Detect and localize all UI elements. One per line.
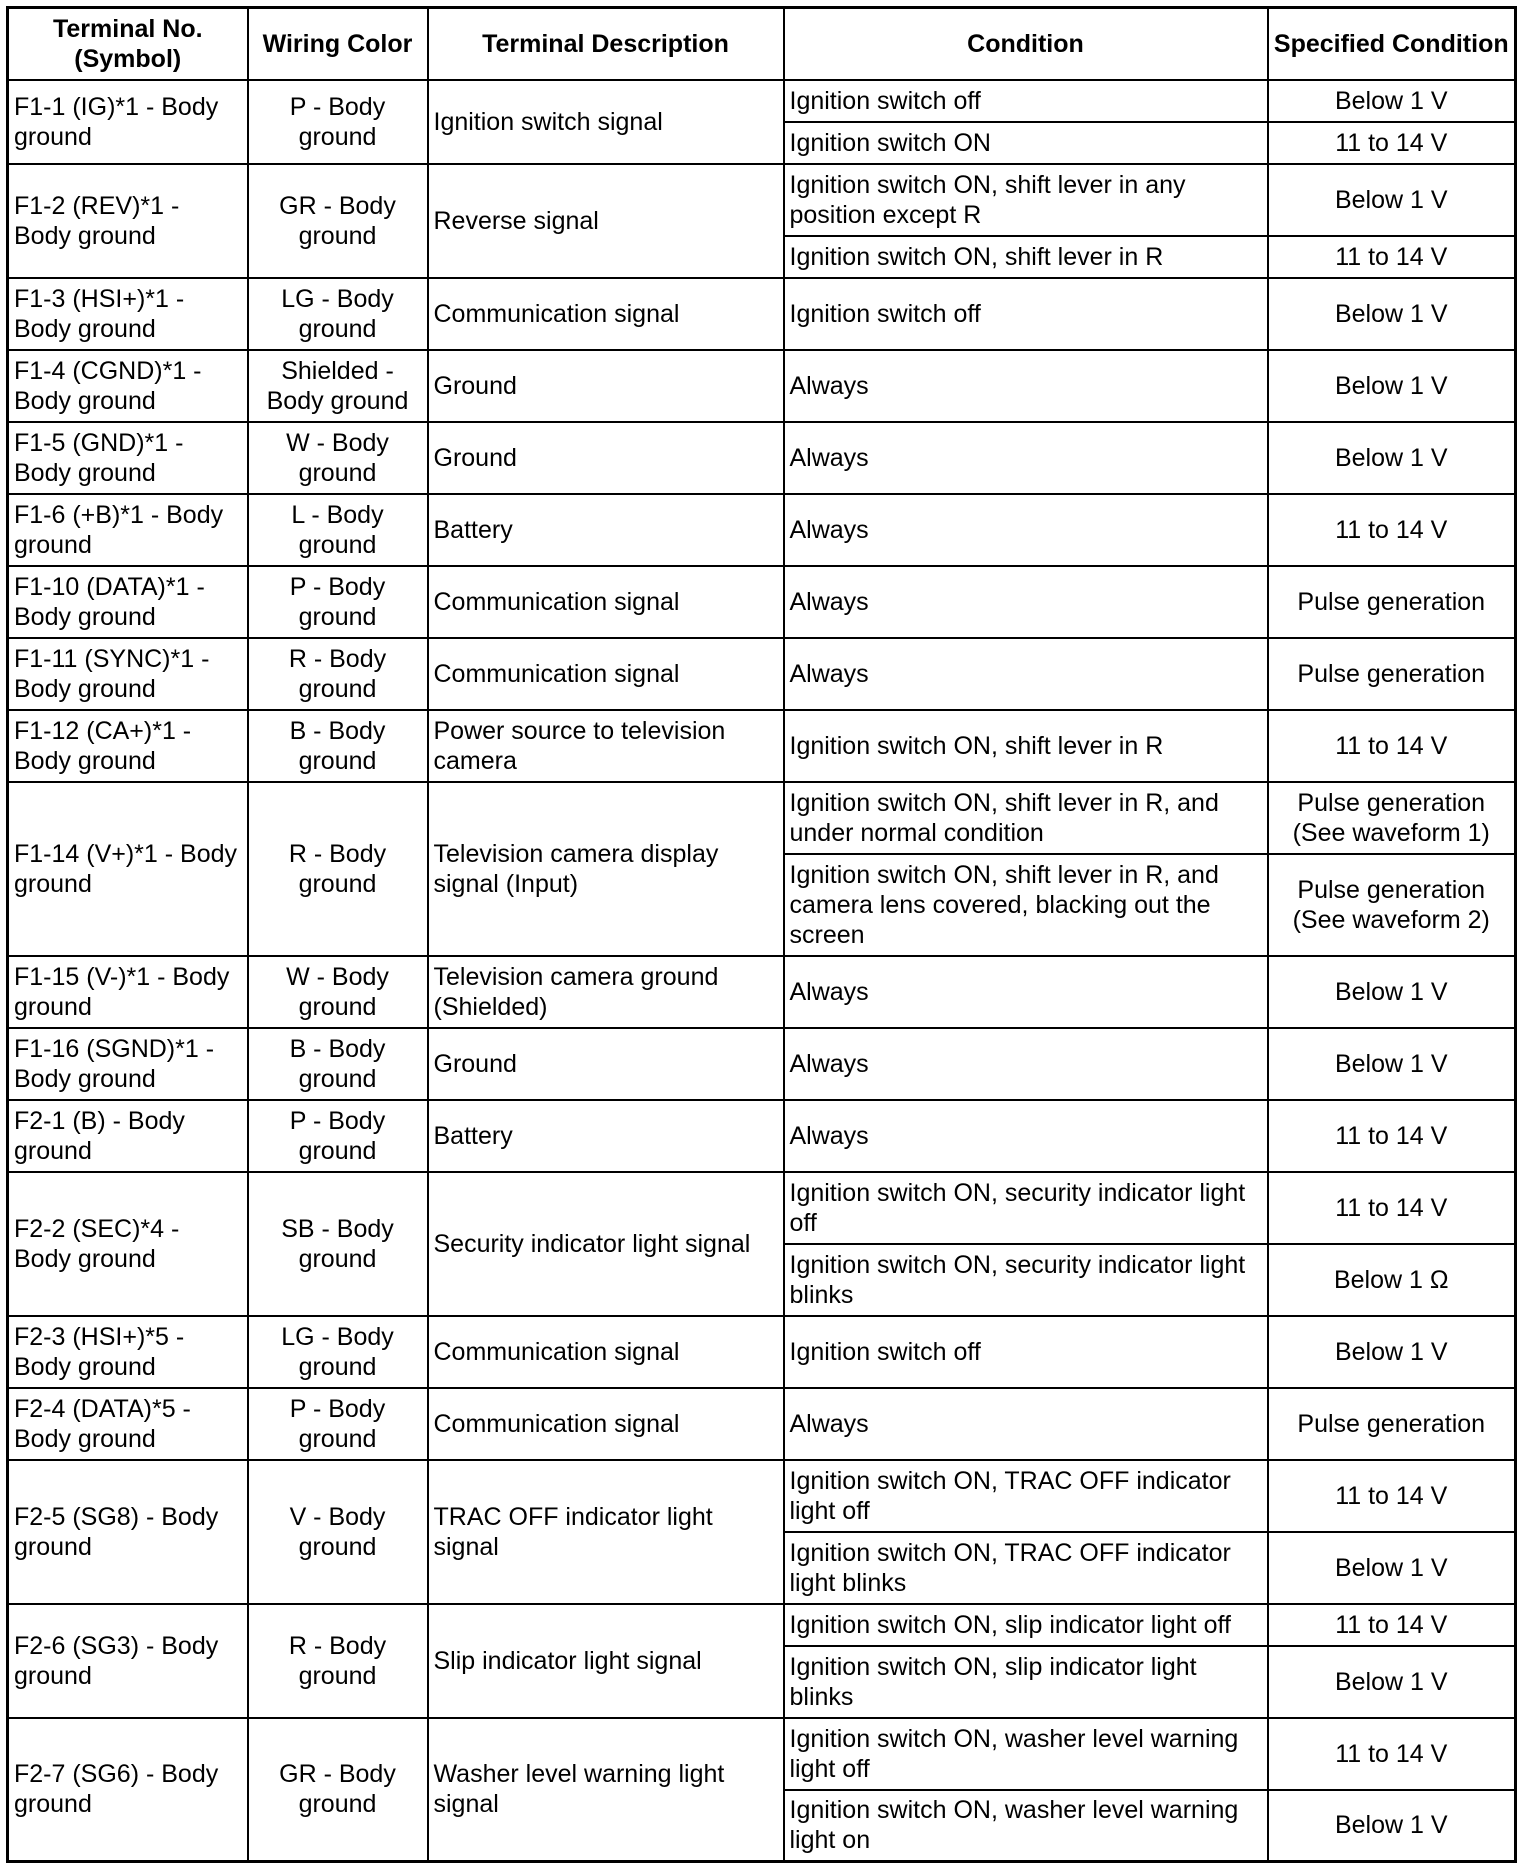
table-row	[8, 1316, 1516, 1388]
condition-cell: Always	[784, 638, 1268, 710]
condition-cell: Always	[784, 350, 1268, 422]
condition-cell: Ignition switch ON, shift lever in R	[784, 710, 1268, 782]
table-row	[8, 278, 1516, 350]
condition-cell: Ignition switch ON, washer level warning light off	[784, 1718, 1268, 1790]
description-cell: Battery	[428, 1100, 784, 1172]
wiring-cell: V - Body ground	[248, 1460, 428, 1604]
wiring-cell: P - Body ground	[248, 566, 428, 638]
specified-cell: Pulse generation	[1268, 1388, 1516, 1460]
description-cell: Ground	[428, 350, 784, 422]
terminal-cell: F1-10 (DATA)*1 - Body ground	[8, 566, 248, 638]
terminal-cell: F1-3 (HSI+)*1 - Body ground	[8, 278, 248, 350]
header-condition: Condition	[784, 8, 1268, 80]
table-row	[8, 1460, 1516, 1532]
header-specified-condition: Specified Condition	[1268, 8, 1516, 80]
table-row	[8, 1028, 1516, 1100]
wiring-cell: P - Body ground	[248, 1100, 428, 1172]
condition-cell: Always	[784, 1028, 1268, 1100]
wiring-cell: Shielded - Body ground	[248, 350, 428, 422]
condition-cell: Always	[784, 494, 1268, 566]
specified-cell: Below 1 V	[1268, 1532, 1516, 1604]
condition-cell: Ignition switch ON, shift lever in R, and camera lens covered, blacking out the screen	[784, 854, 1268, 956]
specified-cell: Below 1 V	[1268, 1790, 1516, 1862]
table-row	[8, 782, 1516, 854]
specified-cell: Below 1 V	[1268, 1028, 1516, 1100]
table-row	[8, 1718, 1516, 1790]
terminal-cell: F2-3 (HSI+)*5 - Body ground	[8, 1316, 248, 1388]
specified-cell: Below 1 V	[1268, 350, 1516, 422]
condition-cell: Ignition switch off	[784, 278, 1268, 350]
description-cell: Communication signal	[428, 278, 784, 350]
condition-cell: Always	[784, 1100, 1268, 1172]
description-cell: Ground	[428, 422, 784, 494]
description-cell: Slip indicator light signal	[428, 1604, 784, 1718]
table-row	[8, 164, 1516, 236]
header-wiring-color: Wiring Color	[248, 8, 428, 80]
condition-cell: Ignition switch off	[784, 80, 1268, 122]
description-cell: TRAC OFF indicator light signal	[428, 1460, 784, 1604]
specified-cell: Below 1 V	[1268, 278, 1516, 350]
description-cell: Reverse signal	[428, 164, 784, 278]
specified-cell: Pulse generation (See waveform 1)	[1268, 782, 1516, 854]
terminal-cell: F2-7 (SG6) - Body ground	[8, 1718, 248, 1862]
specified-cell: Below 1 V	[1268, 1316, 1516, 1388]
condition-cell: Ignition switch ON, security indicator light blinks	[784, 1244, 1268, 1316]
header-terminal-description: Terminal Description	[428, 8, 784, 80]
table-row	[8, 710, 1516, 782]
description-cell: Security indicator light signal	[428, 1172, 784, 1316]
specified-cell: 11 to 14 V	[1268, 1718, 1516, 1790]
wiring-cell: B - Body ground	[248, 1028, 428, 1100]
description-cell: Communication signal	[428, 1388, 784, 1460]
condition-cell: Always	[784, 566, 1268, 638]
terminal-cell: F1-2 (REV)*1 - Body ground	[8, 164, 248, 278]
terminal-cell: F1-16 (SGND)*1 - Body ground	[8, 1028, 248, 1100]
description-cell: Communication signal	[428, 566, 784, 638]
description-cell: Communication signal	[428, 1316, 784, 1388]
terminal-cell: F2-1 (B) - Body ground	[8, 1100, 248, 1172]
specified-cell: Below 1 V	[1268, 1646, 1516, 1718]
condition-cell: Ignition switch ON, shift lever in R, and under normal condition	[784, 782, 1268, 854]
wiring-cell: W - Body ground	[248, 956, 428, 1028]
terminal-cell: F1-11 (SYNC)*1 - Body ground	[8, 638, 248, 710]
terminal-cell: F1-1 (IG)*1 - Body ground	[8, 80, 248, 164]
specified-cell: 11 to 14 V	[1268, 1460, 1516, 1532]
condition-cell: Always	[784, 1388, 1268, 1460]
description-cell: Ground	[428, 1028, 784, 1100]
wiring-cell: R - Body ground	[248, 782, 428, 956]
condition-cell: Ignition switch off	[784, 1316, 1268, 1388]
specified-cell: Pulse generation	[1268, 566, 1516, 638]
wiring-cell: LG - Body ground	[248, 1316, 428, 1388]
condition-cell: Ignition switch ON, slip indicator light blinks	[784, 1646, 1268, 1718]
description-cell: Washer level warning light signal	[428, 1718, 784, 1862]
terminal-cell: F1-12 (CA+)*1 - Body ground	[8, 710, 248, 782]
wiring-cell: R - Body ground	[248, 1604, 428, 1718]
specified-cell: 11 to 14 V	[1268, 494, 1516, 566]
wiring-cell: P - Body ground	[248, 1388, 428, 1460]
specified-cell: 11 to 14 V	[1268, 1172, 1516, 1244]
wiring-cell: L - Body ground	[248, 494, 428, 566]
specified-cell: 11 to 14 V	[1268, 1100, 1516, 1172]
description-cell: Television camera display signal (Input)	[428, 782, 784, 956]
table-row	[8, 956, 1516, 1028]
condition-cell: Ignition switch ON, TRAC OFF indicator light off	[784, 1460, 1268, 1532]
specified-cell: Below 1 V	[1268, 80, 1516, 122]
wiring-cell: GR - Body ground	[248, 1718, 428, 1862]
specified-cell: 11 to 14 V	[1268, 236, 1516, 278]
wiring-cell: P - Body ground	[248, 80, 428, 164]
table-row	[8, 422, 1516, 494]
description-cell: Battery	[428, 494, 784, 566]
condition-cell: Ignition switch ON, security indicator light off	[784, 1172, 1268, 1244]
terminal-cell: F2-5 (SG8) - Body ground	[8, 1460, 248, 1604]
wiring-cell: SB - Body ground	[248, 1172, 428, 1316]
terminal-cell: F1-15 (V-)*1 - Body ground	[8, 956, 248, 1028]
condition-cell: Always	[784, 956, 1268, 1028]
terminal-cell: F2-2 (SEC)*4 - Body ground	[8, 1172, 248, 1316]
table-row	[8, 566, 1516, 638]
table-row	[8, 1388, 1516, 1460]
condition-cell: Ignition switch ON, washer level warning light on	[784, 1790, 1268, 1862]
specified-cell: 11 to 14 V	[1268, 1604, 1516, 1646]
wiring-cell: LG - Body ground	[248, 278, 428, 350]
wiring-cell: W - Body ground	[248, 422, 428, 494]
specified-cell: Below 1 Ω	[1268, 1244, 1516, 1316]
table-row	[8, 1172, 1516, 1244]
terminal-cell: F1-4 (CGND)*1 - Body ground	[8, 350, 248, 422]
description-cell: Television camera ground (Shielded)	[428, 956, 784, 1028]
terminal-cell: F2-4 (DATA)*5 - Body ground	[8, 1388, 248, 1460]
terminal-cell: F2-6 (SG3) - Body ground	[8, 1604, 248, 1718]
condition-cell: Ignition switch ON, slip indicator light off	[784, 1604, 1268, 1646]
wiring-cell: B - Body ground	[248, 710, 428, 782]
header-terminal: Terminal No. (Symbol)	[8, 8, 248, 80]
terminal-cell: F1-5 (GND)*1 - Body ground	[8, 422, 248, 494]
terminal-cell: F1-14 (V+)*1 - Body ground	[8, 782, 248, 956]
wiring-cell: GR - Body ground	[248, 164, 428, 278]
specified-cell: 11 to 14 V	[1268, 710, 1516, 782]
specified-cell: Below 1 V	[1268, 956, 1516, 1028]
header-row	[8, 8, 1516, 80]
condition-cell: Always	[784, 422, 1268, 494]
table-row	[8, 1604, 1516, 1646]
wiring-cell: R - Body ground	[248, 638, 428, 710]
description-cell: Power source to television camera	[428, 710, 784, 782]
description-cell: Communication signal	[428, 638, 784, 710]
terminal-table-container	[6, 6, 1517, 1863]
condition-cell: Ignition switch ON, shift lever in any position except R	[784, 164, 1268, 236]
description-cell: Ignition switch signal	[428, 80, 784, 164]
specified-cell: Pulse generation	[1268, 638, 1516, 710]
table-row	[8, 494, 1516, 566]
terminal-table	[6, 6, 1517, 1863]
condition-cell: Ignition switch ON, TRAC OFF indicator light blinks	[784, 1532, 1268, 1604]
specified-cell: Below 1 V	[1268, 164, 1516, 236]
condition-cell: Ignition switch ON, shift lever in R	[784, 236, 1268, 278]
specified-cell: Below 1 V	[1268, 422, 1516, 494]
table-row	[8, 638, 1516, 710]
specified-cell: 11 to 14 V	[1268, 122, 1516, 164]
terminal-cell: F1-6 (+B)*1 - Body ground	[8, 494, 248, 566]
table-row	[8, 350, 1516, 422]
table-row	[8, 1100, 1516, 1172]
condition-cell: Ignition switch ON	[784, 122, 1268, 164]
specified-cell: Pulse generation (See waveform 2)	[1268, 854, 1516, 956]
table-row	[8, 80, 1516, 122]
